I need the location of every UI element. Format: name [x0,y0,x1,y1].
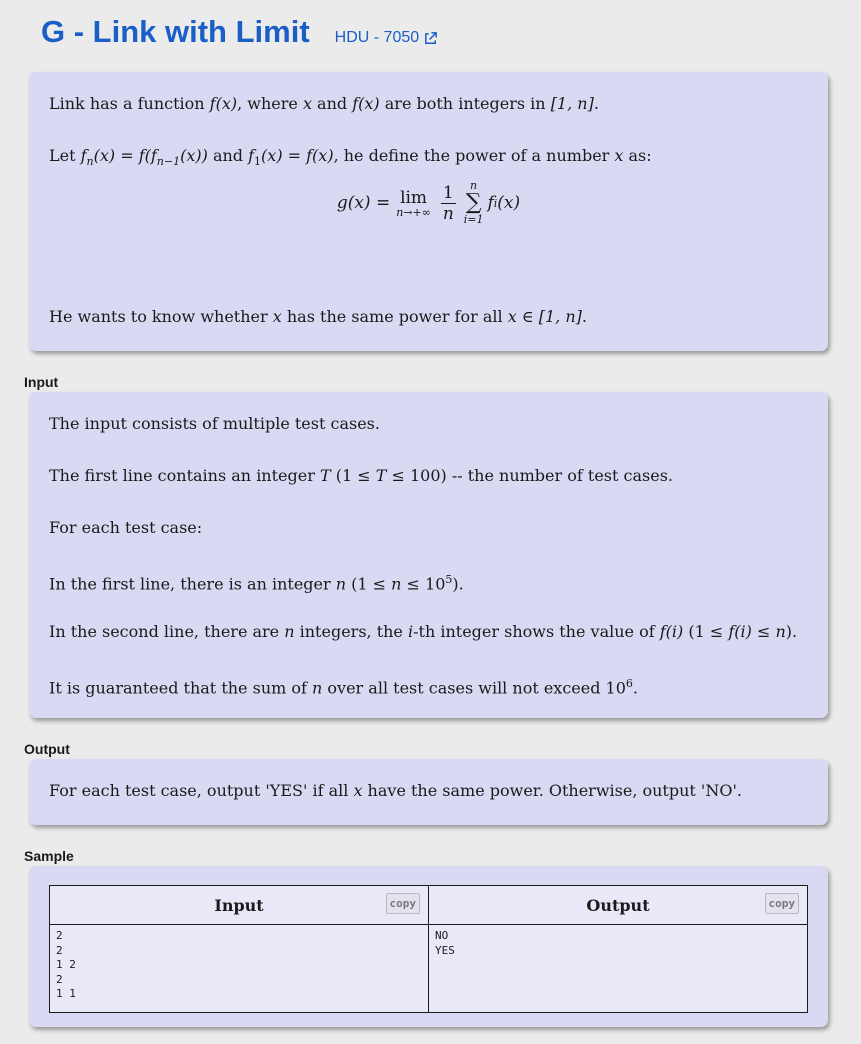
power-formula: g(x) = lim n→+∞ $\frac{1}{n}$ n ∑ i=1 f i (x) [336,179,521,226]
input-paragraph-1: The input consists of multiple test cases. [49,414,380,433]
sample-output-header: Output copy [429,886,808,925]
sample-input-text[interactable]: 2 2 1 2 2 1 1 [50,925,429,1013]
input-paragraph-5: In the second line, there are n integers, the i-th integer shows the value of f(i) (1 ≤ f(i) ≤ n). [49,622,798,641]
input-panel [29,392,828,718]
sample-section-label: Sample [24,848,74,864]
input-section-label: Input [24,374,59,390]
source-label: HDU - 7050 [334,29,420,46]
source-link[interactable] [335,29,438,47]
output-section-label: Output [24,741,70,757]
output-paragraph-1: For each test case, output 'YES' if all x have the same power. Otherwise, output 'NO'. [49,781,742,800]
copy-output-button[interactable]: copy [765,893,800,914]
input-paragraph-6: It is guaranteed that the sum of n over all test cases will not exceed $10^6$. [49,677,639,698]
input-paragraph-2: The first line contains an integer T (1 ≤ T ≤ 100) -- the number of test cases. [49,466,673,485]
input-paragraph-3: For each test case: [49,518,203,537]
sample-panel [29,866,828,1027]
sample-input-header: Input copy [50,886,429,925]
description-paragraph-3: He wants to know whether x has the same power for all x ∈ [1, n]. [49,307,587,326]
page-header [41,14,438,50]
sample-output-text[interactable]: NO YES [429,925,808,1013]
copy-input-button[interactable]: copy [386,893,421,914]
input-paragraph-4: In the first line, there is an integer n $(1 \le n \le 10^5)$. [49,573,464,594]
description-paragraph-2: Let $f_n(x) = f(f_{n-1}(x))$ and $f_1(x) = f(x)$, he define the power of a number x as: [49,146,652,169]
output-panel [29,759,828,825]
description-panel [29,72,828,351]
description-paragraph-1: Link has a function f(x), where x and f(x) are both integers in [1, n]. [49,94,599,113]
page-title: G - Link with Limit [41,14,310,49]
external-link-icon [423,31,438,46]
sample-table [49,885,808,1013]
